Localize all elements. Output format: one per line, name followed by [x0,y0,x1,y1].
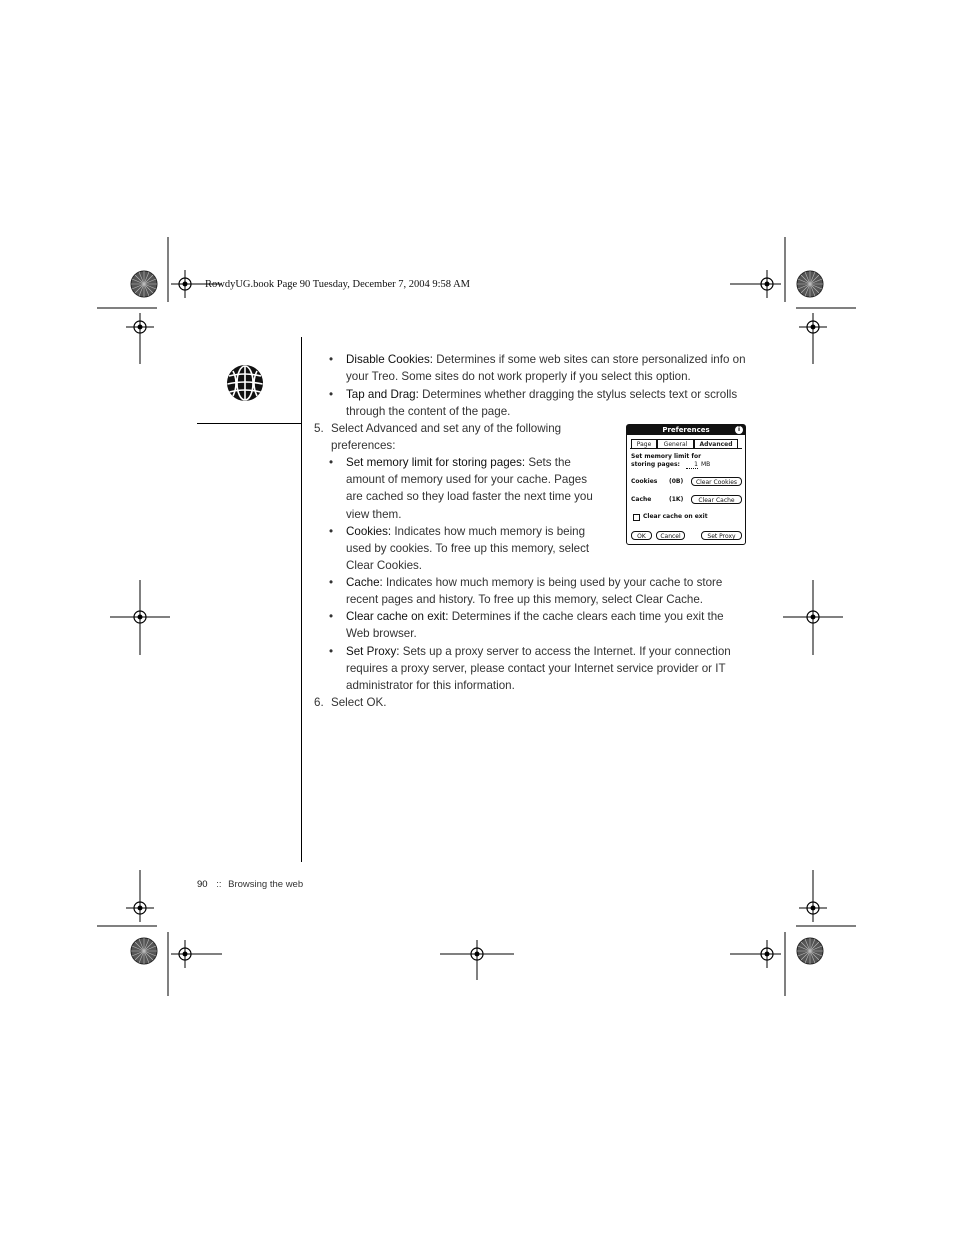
bullet: • [329,610,334,623]
item-text: administrator for this information. [346,679,515,693]
item-text: are cached so they load faster the next time you [346,490,593,504]
clear-cache-button[interactable]: Clear Cache [691,495,742,504]
cookies-label: Cookies [631,478,658,485]
clear-cookies-button[interactable]: Clear Cookies [691,477,742,486]
item-text: used by cookies. To free up this memory, select [346,542,590,556]
clear-cache-on-exit-checkbox[interactable] [633,514,640,521]
step-text: Select Advanced and set any of the following [331,422,562,435]
item-text: Determines if some web sites can store personalized info on [433,353,746,366]
page-footer [197,879,303,890]
item-term: Cookies: [346,525,392,538]
section-title: Browsing the web [228,879,304,890]
cache-label: Cache [631,496,652,503]
bullet: • [329,525,334,538]
item-term: Clear cache on exit: [346,610,449,623]
item-term: Tap and Drag: [346,388,419,401]
bullet: • [329,576,334,589]
book-header: RowdyUG.book Page 90 Tuesday, December 7, 2004 9:58 AM [205,279,471,290]
dialog-title: Preferences [627,425,745,435]
item-text: Determines if the cache clears each time you exit the [448,610,724,623]
ok-button[interactable]: OK [631,531,652,540]
item-text: Sets the [525,456,571,469]
tab-advanced[interactable]: Advanced [694,439,738,448]
web-globe-icon [225,363,265,403]
item-term: Set memory limit for storing pages: [346,456,526,469]
tab-baseline [630,448,742,449]
cache-size: (1K) [669,496,684,503]
memory-unit: MB [701,461,711,468]
preferences-dialog [626,424,746,545]
bullet: • [329,388,334,401]
memory-limit-label: Set memory limit for [631,453,702,460]
cancel-button[interactable]: Cancel [656,531,685,540]
item-text: recent pages and history. To free up this memory, select Clear Cache. [346,593,703,607]
clear-cache-on-exit-label: Clear cache on exit [643,513,708,520]
step-text: Select OK. [331,696,387,709]
cookies-size: (0B) [669,478,684,485]
item-text: Indicates how much memory is being used by your cache to store [382,576,723,589]
margin-rule [301,337,302,862]
step-number: 5. [314,422,324,435]
item-text: through the content of the page. [346,405,511,419]
item-term: Disable Cookies: [346,353,433,366]
bullet: • [329,353,334,366]
set-proxy-button[interactable]: Set Proxy [701,531,742,540]
tab-page[interactable]: Page [631,439,657,448]
bullet: • [329,645,334,658]
item-term: Cache: [346,576,383,589]
item-text: Web browser. [346,627,417,641]
info-icon[interactable]: i [735,426,743,434]
step-number: 6. [314,696,324,709]
item-text: Indicates how much memory is being [391,525,586,538]
item-text: Sets up a proxy server to access the Internet. If your connection [399,645,731,658]
memory-limit-input[interactable]: 1 [686,461,698,469]
item-text: your Treo. Some sites do not work properly if you select this option. [346,370,691,384]
item-text: view them. [346,507,402,521]
footer-separator: :: [216,879,222,890]
item-text: Clear Cookies. [346,559,423,573]
icon-rule [197,423,302,424]
item-text: Determines whether dragging the stylus selects text or scrolls [418,388,738,401]
memory-limit-label-2: storing pages: [631,461,680,468]
page-number: 90 [197,879,208,890]
step-text: preferences: [331,439,396,453]
item-text: amount of memory used for your cache. Pages [346,473,588,487]
item-term: Set Proxy: [346,645,400,658]
item-text: requires a proxy server, please contact your Internet service provider or IT [346,662,726,676]
bullet: • [329,456,334,469]
tab-general[interactable]: General [657,439,694,448]
